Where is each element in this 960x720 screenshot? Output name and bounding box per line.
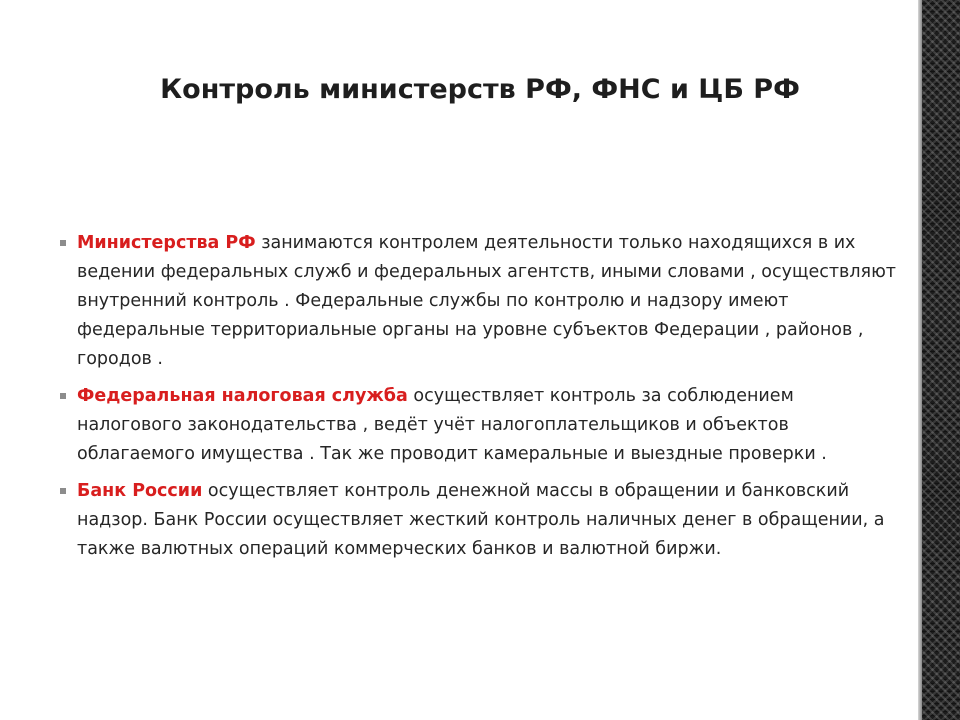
bullet-highlight: Федеральная налоговая служба xyxy=(77,386,408,406)
bullet-item-tax-service xyxy=(60,382,900,469)
bullet-item-central-bank xyxy=(60,477,900,564)
bullet-highlight: Министерства РФ xyxy=(77,233,256,253)
bullet-item-ministries xyxy=(60,229,900,374)
bullet-text: осуществляет контроль за соблюдением налогового законодательства , ведёт учёт налогоплательщиков и объектов облагаемого имущества . Так же проводит камеральные и выездные проверки . xyxy=(77,386,827,464)
decorative-side-strip xyxy=(922,0,960,720)
square-bullet-icon xyxy=(60,240,66,246)
bullet-highlight: Банк России xyxy=(77,481,203,501)
bullet-list xyxy=(60,229,900,572)
bullet-text: осуществляет контроль денежной массы в обращении и банковский надзор. Банк России осуществляет жесткий контроль наличных денег в обращении, а также валютных операций коммерческих банков и валютной биржи. xyxy=(77,481,885,559)
square-bullet-icon xyxy=(60,393,66,399)
square-bullet-icon xyxy=(60,488,66,494)
bullet-text: занимаются контролем деятельности только находящихся в их ведении федеральных служб и федеральных агентств, иными словами , осуществляют внутренний контроль . Федеральные службы по контролю и надзору имеют федеральные территориальные органы на уровне субъектов Федерации , районов , городов . xyxy=(77,233,896,369)
slide-title: Контроль министерств РФ, ФНС и ЦБ РФ xyxy=(160,74,800,105)
